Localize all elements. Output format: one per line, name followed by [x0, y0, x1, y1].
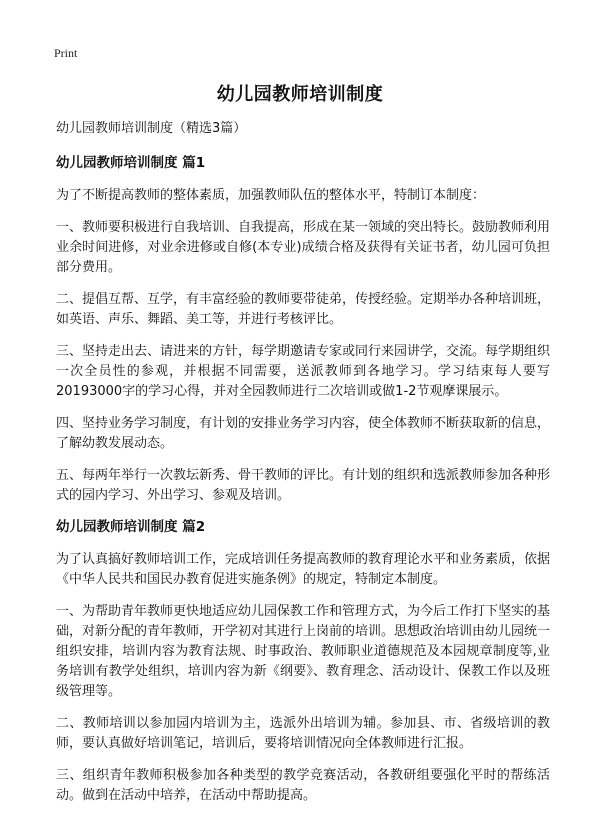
- paragraph: 二、教师培训以参加园内培训为主，选派外出培训为辅。参加县、市、省级培训的教师，要认真做好培训笔记，培训后，要将培训情况向全体教师进行汇报。: [56, 716, 550, 751]
- paragraph: 为了认真搞好教师培训工作，完成培训任务提高教师的教育理论水平和业务素质，依据《中华人民共和国民办教育促进实施条例》的规定，特制定本制度。: [56, 552, 551, 587]
- print-label: Print: [54, 46, 78, 60]
- paragraph: 三、组织青年教师积极参加各种类型的教学竞赛活动，各教研组要强化平时的帮练活动。做到在活动中培养，在活动中帮助提高。: [56, 768, 550, 803]
- paragraph: 二、提倡互帮、互学，有丰富经验的教师要带徒弟，传授经验。定期举办各种培训班，如英语、声乐、舞蹈、美工等，并进行考核评比。: [56, 292, 551, 327]
- paragraph: 一、教师要积极进行自我培训、自我提高，形成在某一领域的突出特长。鼓励教师利用业余时间进修，对业余进修或自修(本专业)成绩合格及获得有关证书者，幼儿园可负担部分费用。: [56, 220, 551, 275]
- section-2: [56, 518, 550, 806]
- paragraph: 为了不断提高教师的整体素质，加强教师队伍的整体水平，特制订本制度：: [56, 188, 486, 203]
- page-title: 幼儿园教师培训制度: [216, 84, 384, 105]
- paragraph: 一、为帮助青年教师更快地适应幼儿园保教工作和管理方式，为今后工作打下坚实的基础，对新分配的青年教师，开学初对其进行上岗前的培训。思想政治培训由幼儿园统一组织安排，培训内容为教育法规、时事政治、教师职业道德规范及本园规章制度等,业务培训有教学处组织，培训内容为新《纲要》、教育理念、活动设计、保教工作以及班级管理等。: [56, 604, 551, 699]
- paragraph: 四、坚持业务学习制度，有计划的安排业务学习内容，使全体教师不断获取新的信息，了解幼教发展动态。: [56, 416, 551, 451]
- document-subtitle: 幼儿园教师培训制度（精选3篇）: [56, 121, 247, 136]
- section-1: [56, 154, 550, 506]
- paragraph: 五、每两年举行一次教坛新秀、骨干教师的评比。有计划的组织和选派教师参加各种形式的园内学习、外出学习、参观及培训。: [56, 468, 551, 503]
- section-heading: 幼儿园教师培训制度 篇1: [56, 155, 206, 171]
- section-heading: 幼儿园教师培训制度 篇2: [56, 519, 206, 535]
- document-body: [56, 120, 550, 818]
- paragraph: 三、坚持走出去、请进来的方针，每学期邀请专家或同行来园讲学，交流。每学期组织一次全员性的参观，并根据不同需要，送派教师到各地学习。学习结束每人要写20193000字的学习心得，并对全园教师进行二次培训或做1-2节观摩课展示。: [56, 344, 551, 399]
